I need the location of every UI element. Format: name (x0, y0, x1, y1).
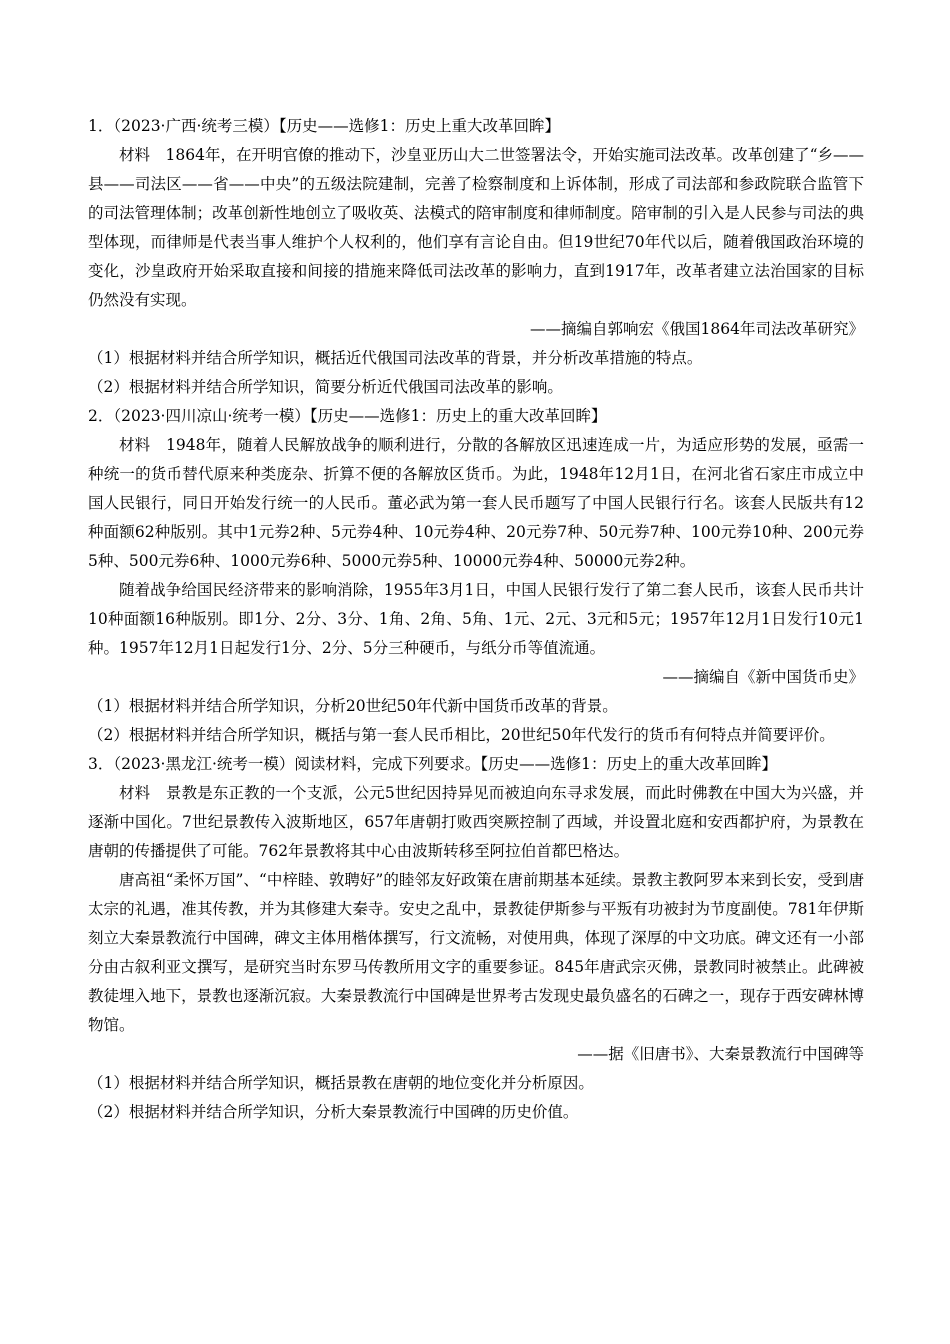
material-source: ——据《旧唐书》、大秦景教流行中国碑等 (577, 1045, 864, 1063)
subquestion: （1）根据材料并结合所学知识，概括近代俄国司法改革的背景，并分析改革措施的特点。 (88, 349, 703, 367)
material-paragraph: 随着战争给国民经济带来的影响消除，1955年3月1日，中国人民银行发行了第二套人民币，该套人民币共计10种面额16种版别。即1分、2分、3分、1角、2角、5角、1元、2元、3元和5元；1957年12月1日发行10元1种。1957年12月1日起发行1分、2分、5分三种硬币，与纸分币等值流通。 (88, 581, 864, 657)
question-2 (88, 402, 864, 750)
question-1 (88, 112, 864, 402)
material-source: ——摘编自郭响宏《俄国1864年司法改革研究》 (530, 320, 864, 338)
subquestion: （2）根据材料并结合所学知识，分析大秦景教流行中国碑的历史价值。 (88, 1103, 579, 1121)
material-paragraph: 材料 1948年，随着人民解放战争的顺利进行，分散的各解放区迅速连成一片，为适应形势的发展，亟需一种统一的货币替代原来种类庞杂、折算不便的各解放区货币。为此，1948年12月1日，在河北省石家庄市成立中国人民银行，同日开始发行统一的人民币。董必武为第一套人民币题写了中国人民银行行名。该套人民版共有12种面额62种版别。其中1元券2种、5元券4种、10元券4种、20元券7种、50元券7种、100元券10种、200元券5种、500元券6种、1000元券6种、5000元券5种、10000元券4种、50000元券2种。 (88, 436, 864, 570)
material-paragraph: 材料 1864年，在开明官僚的推动下，沙皇亚历山大二世签署法令，开始实施司法改革。改革创建了“乡——县——司法区——省——中央”的五级法院建制，完善了检察制度和上诉体制，形成了司法部和参政院联合监管下的司法管理体制；改革创新性地创立了吸收英、法模式的陪审制度和律师制度。陪审制的引入是人民参与司法的典型体现，而律师是代表当事人维护个人权利的，他们享有言论自由。但19世纪70年代以后，随着俄国政治环境的变化，沙皇政府开始采取直接和间接的措施来降低司法改革的影响力，直到1917年，改革者建立法治国家的目标仍然没有实现。 (88, 146, 864, 309)
material-source: ——摘编自《新中国货币史》 (662, 668, 864, 686)
material-paragraph: 材料 景教是东正教的一个支派，公元5世纪因持异见而被迫向东寻求发展，而此时佛教在中国大为兴盛，并逐渐中国化。7世纪景教传入波斯地区，657年唐朝打败西突厥控制了西域，并设置北庭和安西都护府，为景教在唐朝的传播提供了可能。762年景教将其中心由波斯转移至阿拉伯首都巴格达。 (88, 784, 864, 860)
subquestion: （1）根据材料并结合所学知识，概括景教在唐朝的地位变化并分析原因。 (88, 1074, 594, 1092)
document-content (88, 112, 864, 1127)
question-heading: 3．（2023·黑龙江·统考一模）阅读材料，完成下列要求。【历史——选修1：历史上的重大改革回眸】 (88, 755, 778, 773)
subquestion: （1）根据材料并结合所学知识，分析20世纪50年代新中国货币改革的背景。 (88, 697, 618, 715)
question-3 (88, 750, 864, 1127)
subquestion: （2）根据材料并结合所学知识，概括与第一套人民币相比，20世纪50年代发行的货币有何特点并简要评价。 (88, 726, 835, 744)
question-heading: 1．（2023·广西·统考三模）【历史——选修1：历史上重大改革回眸】 (88, 117, 561, 135)
question-heading: 2．（2023·四川凉山·统考一模）【历史——选修1：历史上的重大改革回眸】 (88, 407, 607, 425)
material-paragraph: 唐高祖“柔怀万国”、“中梓睦、敦聘好”的睦邻友好政策在唐前期基本延续。景教主教阿罗本来到长安，受到唐太宗的礼遇，准其传教，并为其修建大秦寺。安史之乱中，景教徒伊斯参与平叛有功被封为节度副使。781年伊斯刻立大秦景教流行中国碑，碑文主体用楷体撰写，行文流畅，对使用典，体现了深厚的中文功底。碑文还有一小部分由古叙利亚文撰写，是研究当时东罗马传教所用文字的重要参证。845年唐武宗灭佛，景教同时被禁止。此碑被教徒埋入地下，景教也逐渐沉寂。大秦景教流行中国碑是世界考古发现史最负盛名的石碑之一，现存于西安碑林博物馆。 (88, 871, 864, 1034)
subquestion: （2）根据材料并结合所学知识，简要分析近代俄国司法改革的影响。 (88, 378, 563, 396)
